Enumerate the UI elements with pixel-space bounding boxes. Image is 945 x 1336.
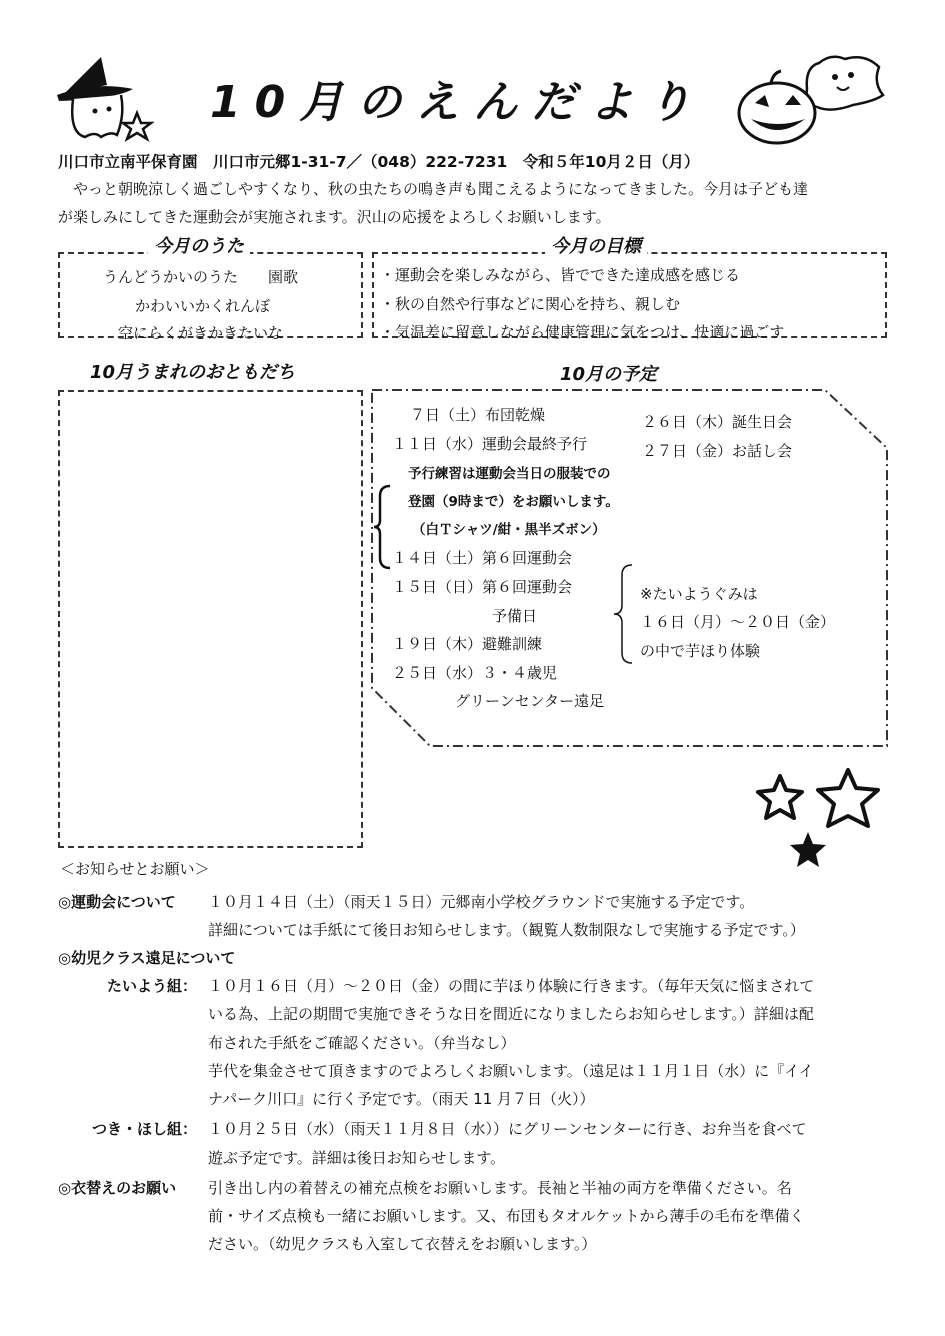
schedule-note: 登園（9時まで）をお願いします。	[408, 494, 619, 510]
taiyou-line: いる為、上記の期間で実施できそうな日を間近になりましたらお知らせします。）詳細は配	[208, 1005, 814, 1023]
song-line: 空にらくがきかきたいな	[118, 324, 284, 342]
schedule-item: １４日（土）第６回運動会	[392, 549, 573, 567]
birthdays-box	[58, 390, 363, 848]
tsuki-line: １０月２５日（水）（雨天１１月８日（水））にグリーンセンターに行き、お弁当を食べて	[208, 1120, 807, 1138]
schedule-note: （白Ｔシャツ/紺・黒半ズボン）	[412, 522, 606, 538]
tsuki-line: 遊ぶ予定です。詳細は後日お知らせします。	[208, 1149, 506, 1167]
clothes-label: ◎衣替えのお願い	[58, 1179, 177, 1197]
goal-item: ・気温差に留意しながら健康管理に気をつけ、快適に過ごす	[380, 323, 785, 341]
taiyou-label: たいよう組：	[107, 977, 198, 995]
clothes-line: 引き出し内の着替えの補充点検をお願いします。長袖と半袖の両方を準備ください。名	[208, 1179, 792, 1197]
taiyou-line: 芋代を集金させて頂きますのでよろしくお願いします。（遠足は１１月１日（水）に『イイ	[208, 1062, 814, 1080]
taiyou-line: 布された手紙をご確認ください。（弁当なし）	[208, 1034, 516, 1052]
schedule-item: ２５日（水）３・４歳児	[392, 664, 558, 682]
notices-heading: ＜お知らせとお願い＞	[60, 860, 210, 878]
birthdays-heading: 10月うまれのおともだち	[90, 362, 296, 383]
bracket-icon	[372, 484, 394, 570]
witch-ghost-icon	[55, 55, 165, 145]
schedule-item: １５日（日）第６回運動会	[392, 578, 573, 596]
schedule-item: 予備日	[492, 607, 538, 625]
schedule-item: ７日（土）布団乾燥	[410, 406, 546, 424]
schedule-note: の中で芋ほり体験	[640, 642, 761, 660]
schedule-heading: 10月の予定	[560, 364, 658, 385]
schedule-item: ２６日（木）誕生日会	[642, 413, 793, 431]
song-line: かわいいかくれんぼ	[135, 297, 271, 315]
goal-item: ・秋の自然や行事などに関心を持ち、親しむ	[380, 295, 681, 313]
clothes-line: 前・サイズ点検も一緒にお願いします。又、布団もタオルケットから薄手の毛布を準備く	[208, 1207, 805, 1225]
trip-label: ◎幼児クラス遠足について	[58, 949, 236, 967]
taiyou-line: １０月１６日（月）～２０日（金）の間に芋ほり体験に行きます。（毎年天気に悩まされて	[208, 977, 815, 995]
schedule-note: １６日（月）～２０日（金）	[640, 613, 836, 631]
schedule-note: ※たいようぐみは	[640, 585, 758, 603]
stars-icon	[752, 766, 892, 874]
brace-icon	[612, 563, 636, 665]
sports-label: ◎運動会について	[58, 893, 176, 911]
intro-line-2: が楽しみにしてきた運動会が実施されます。沢山の応援をよろしくお願いします。	[58, 208, 611, 226]
schedule-item: ２７日（金）お話し会	[642, 442, 793, 460]
taiyou-line: ナパーク川口』に行く予定です。（雨天 11 月７日（火））	[208, 1090, 595, 1108]
clothes-line: ださい。（幼児クラスも入室して衣替えをお願いします。）	[208, 1235, 597, 1253]
schedule-note: 予行練習は運動会当日の服装での	[408, 466, 611, 482]
intro-line-1: やっと朝晩涼しく過ごしやすくなり、秋の虫たちの鳴き声も聞こえるようになってきました。今月は子ども達	[58, 180, 809, 198]
sports-line: 詳細については手紙にて後日お知らせします。（観覧人数制限なしで実施する予定です。）	[208, 921, 805, 939]
header-info: 川口市立南平保育園 川口市元郷1-31-7／（048）222-7231 令和５年10月２日（月）	[58, 153, 700, 171]
schedule-item: １１日（水）運動会最終予行	[392, 435, 588, 453]
tsuki-label: つき・ほし組：	[92, 1120, 198, 1138]
pumpkin-ghost-icon	[735, 55, 895, 150]
song-line: うんどうかいのうた 園歌	[103, 268, 299, 286]
schedule-item: １９日（木）避難訓練	[392, 635, 543, 653]
goals-heading: 今月の目標	[545, 232, 647, 258]
goal-item: ・運動会を楽しみながら、皆でできた達成感を感じる	[380, 266, 741, 284]
page-title: 10月のえんだより	[210, 77, 706, 128]
song-heading: 今月のうた	[148, 232, 250, 258]
schedule-item: グリーンセンター遠足	[455, 692, 605, 710]
sports-line: １０月１４日（土）（雨天１５日）元郷南小学校グラウンドで実施する予定です。	[208, 893, 755, 911]
